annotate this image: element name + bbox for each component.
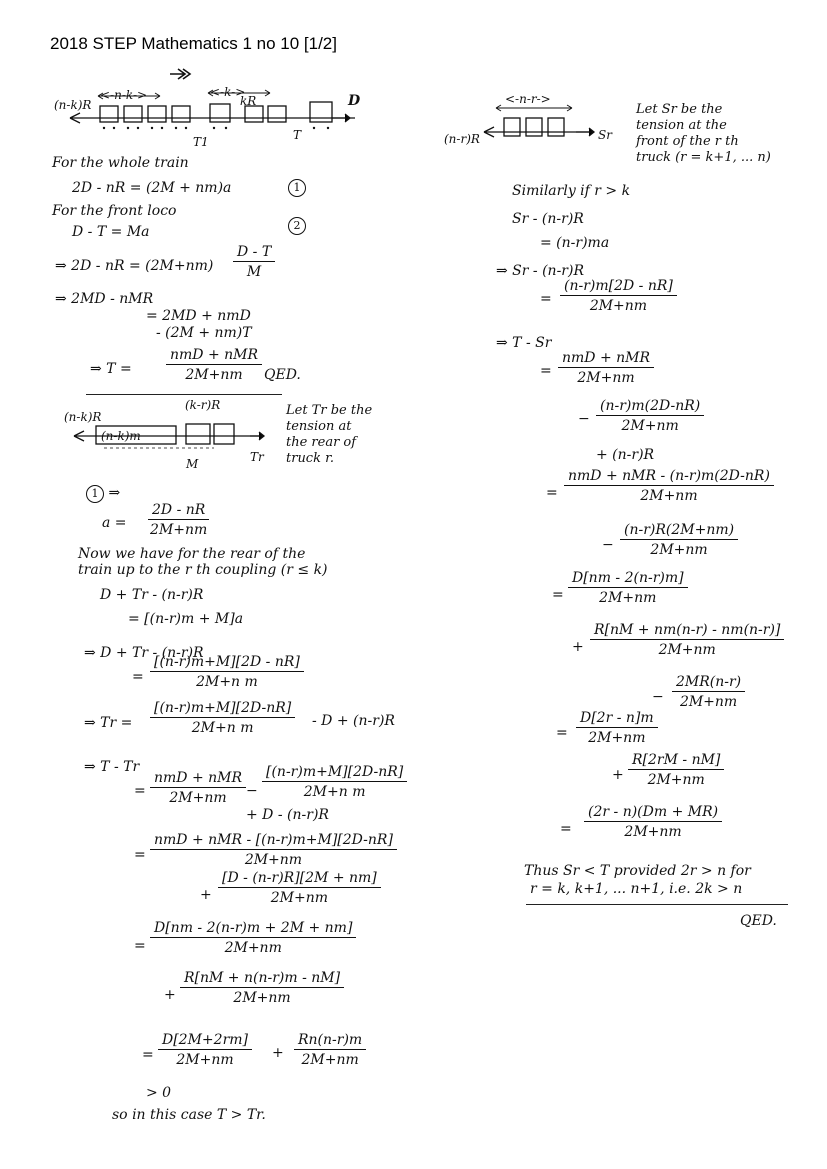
sr-diff-f9: $\frac{R[2rM - nM]}{2M+nm}$: [628, 752, 724, 788]
similarly-heading: Similarly if r > k: [512, 183, 631, 199]
rear-label-tr: Tr: [250, 450, 264, 464]
rear-mid-force: (k-r)R: [185, 398, 221, 412]
step-1: ⇒ 2D - nR = (2M+nm): [55, 258, 214, 274]
rear-heading-1: Now we have for the rear of the: [78, 546, 306, 562]
t-result-lhs: ⇒ T =: [90, 361, 132, 377]
t-minus-tr-lhs: ⇒ T - Tr: [84, 759, 140, 775]
front-loco-heading: For the front loco: [52, 203, 177, 219]
step-3: = 2MD + nmD: [146, 308, 251, 324]
whole-train-heading: For the whole train: [52, 155, 189, 171]
train-label-t: T: [293, 128, 302, 142]
left-conclusion: so in this case T > Tr.: [112, 1107, 266, 1123]
right-conclusion-2: r = k, k+1, ... n+1, i.e. 2k > n: [530, 881, 743, 897]
qed-1: QED.: [264, 367, 301, 383]
sr-diff-f1: nmD + nMR 2M+nm: [558, 350, 654, 386]
rear-eq-a: D + Tr - (n-r)R: [100, 587, 204, 603]
t-result-fraction: nmD + nMR 2M+nm: [166, 347, 262, 383]
sr-diff-f7: $\frac{2MR(n-r)}{2M+nm}$: [672, 674, 745, 710]
diff-f4: $\frac{[D - (n-r)R][2M + nm]}{2M+nm}$: [218, 870, 381, 906]
step-1-fraction: $\frac{D - T}{M}$: [233, 244, 275, 280]
train-span-n-k: <-n-k->: [100, 88, 148, 102]
equation-2: D - T = Ma: [72, 224, 150, 240]
rear-note: Let Tr be the tension at the rear of truck r.: [286, 403, 373, 466]
step-4: - (2M + nm)T: [156, 325, 252, 341]
diff-line2: + D - (n-r)R: [246, 807, 329, 823]
rear-eq-c-fraction: $\frac{[(n-r)m+M][2D - nR]}{\text{2M+n m}}$: [150, 654, 304, 690]
rear-label-m: M: [186, 457, 199, 471]
front-note: Let Sr be the tension at the front of the r th truck (r = k+1, ... n): [636, 102, 771, 165]
front-label-sr: Sr: [598, 128, 612, 142]
front-span: <-n-r->: [505, 92, 551, 106]
rear-left-force: (n-k)R: [64, 410, 102, 424]
divider-2: [526, 904, 788, 905]
sr-diff-f8: $\frac{D[2r - n]m}{2M+nm}$: [576, 710, 658, 746]
train-label-d: D: [348, 93, 361, 109]
front-left-force: (n-r)R: [444, 132, 480, 146]
rear-eq-b: = [(n-r)m + M]a: [128, 611, 244, 627]
train-arrow-kr: kR: [240, 94, 257, 108]
tr-lhs: ⇒ Tr =: [84, 715, 133, 731]
train-label-t1: T1: [193, 135, 209, 149]
rear-box-label: (n-k)m: [101, 429, 141, 443]
t-minus-sr-lhs: ⇒ T - Sr: [496, 335, 552, 351]
equation-1-number: 1: [288, 179, 306, 197]
equation-2-number: 2: [288, 217, 306, 235]
sr-diff-f10: $\frac{(2r - n)(Dm + MR)}{2M+nm}$: [584, 804, 722, 840]
equation-1: 2D - nR = (2M + nm)a: [72, 180, 232, 196]
sr-eq-c-fraction: $\frac{(n-r)m[2D - nR]}{2M+nm}$: [560, 278, 677, 314]
diff-f6: $\frac{R[nM + n(n-r)m - nM]}{2M+nm}$: [180, 970, 344, 1006]
diff-f8: $\frac{Rn(n-r)m}{2M+nm}$: [294, 1032, 366, 1068]
train-left-force: (n-k)R: [54, 98, 92, 112]
implies-1: ⇒: [108, 485, 121, 501]
diff-f2: $\frac{[(n-r)m+M][2D-nR]}{\text{2M+n m}}$: [262, 764, 407, 800]
a-lhs: a =: [102, 515, 127, 531]
from-eq1-marker: 1: [86, 485, 104, 503]
greater-than-zero: > 0: [146, 1085, 172, 1101]
divider-1: [86, 394, 282, 395]
sr-diff-f2: $\frac{(n-r)m(2D-nR)}{2M+nm}$: [596, 398, 704, 434]
tr-tail: - D + (n-r)R: [312, 713, 395, 729]
diff-f3: nmD + nMR - [(n-r)m+M][2D-nR] 2M+nm: [150, 832, 397, 868]
sr-diff-f5: $\frac{D[nm - 2(n-r)m]}{2M+nm}$: [568, 570, 688, 606]
sr-eq-b: = (n-r)ma: [540, 235, 610, 251]
sr-eq-c: ⇒ Sr - (n-r)R: [496, 263, 584, 279]
tr-fraction: $\frac{[(n-r)m+M][2D-nR]}{\text{2M+n m}}$: [150, 700, 295, 736]
diff-f1: nmD + nMR 2M+nm: [150, 770, 246, 806]
diff-f7: $\frac{D[2M+2rm]}{2M+nm}$: [158, 1032, 252, 1068]
diff-f5: $\frac{D[nm - 2(n-r)m + 2M + nm]}{2M+nm}$: [150, 920, 356, 956]
right-conclusion-1: Thus Sr < T provided 2r > n for: [524, 863, 751, 879]
rear-eq-c: ⇒ D + Tr - (n-r)R: [84, 645, 204, 661]
rear-heading-2: train up to the r th coupling (r ≤ k): [78, 562, 328, 578]
sr-diff-line2: + (n-r)R: [596, 447, 655, 463]
train-span-k: <-k->: [210, 85, 246, 99]
step-2: ⇒ 2MD - nMR: [55, 291, 154, 307]
sr-eq-a: Sr - (n-r)R: [512, 211, 584, 227]
qed-2: QED.: [740, 913, 777, 929]
sr-diff-f6: $\frac{R[nM + nm(n-r) - nm(n-r)]}{2M+nm}$: [590, 622, 784, 658]
a-fraction: $\frac{2D - nR}{2M+nm}$: [148, 502, 209, 538]
sr-diff-f3: nmD + nMR - (n-r)m(2D-nR) 2M+nm: [564, 468, 774, 504]
page-title: 2018 STEP Mathematics 1 no 10 [1/2]: [50, 34, 337, 53]
sr-diff-f4: $\frac{(n-r)R(2M+nm)}{2M+nm}$: [620, 522, 738, 558]
